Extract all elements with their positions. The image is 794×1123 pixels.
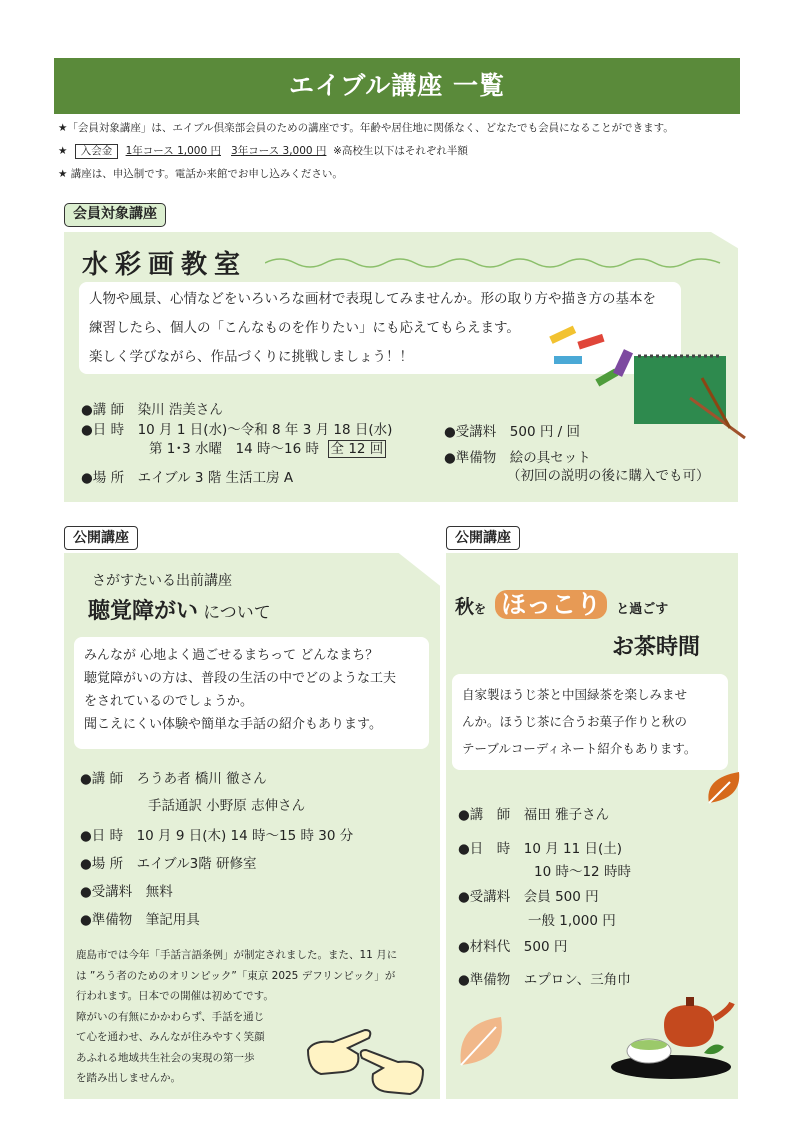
fee-3year: 3年コース 3,000 円 xyxy=(231,145,327,157)
tea-title xyxy=(455,585,668,621)
tea-material-fee: ●材料代 500 円 xyxy=(458,939,568,955)
tea-teacher: ●講 師 福田 雅子さん xyxy=(458,807,610,823)
desc-line: 人物や風景、心情などをいろいろな画材で表現してみませんか。形の取り方や描き方の基本を xyxy=(89,291,656,307)
desc-line: みんなが 心地よく過ごせるまちって どんなまち？ xyxy=(84,648,379,663)
leaf-icon xyxy=(456,1015,511,1070)
desc-line: 自家製ほうじ茶と中国緑茶を楽しみませ xyxy=(462,687,688,702)
watercolor-schedule: 第 1･3 水曜 14 時〜16 時 xyxy=(149,441,319,457)
note-line: を踏み出しませんか。 xyxy=(76,1072,181,1084)
fee-note: ※高校生以下はそれぞれ半額 xyxy=(333,145,468,157)
note-line: あふれる地域共生社会の実現の第一歩 xyxy=(76,1051,255,1064)
note-fees xyxy=(58,143,468,159)
tea-title-hokkori: ほっこり xyxy=(495,590,607,619)
fee-1year: 1年コース 1,000 円 xyxy=(125,145,221,157)
vine-decoration xyxy=(265,253,725,273)
fee-label-box: 入会金 xyxy=(75,144,119,159)
hearing-date: ●日 時 10 月 9 日(木) 14 時〜15 時 30 分 xyxy=(80,828,354,844)
tea-title-spend: と過ごす xyxy=(616,602,669,617)
note-application: ★ 講座は、申込制です。電話か来館でお申し込みください。 xyxy=(58,168,343,180)
public-course-1-tag: 公開講座 xyxy=(64,526,138,550)
page-title-banner: エイブル講座 一覧 xyxy=(54,58,740,114)
hearing-place: ●場 所 エイブル3階 研修室 xyxy=(80,856,257,872)
deliver-course-subtitle: さがすたいる出前講座 xyxy=(92,573,232,589)
hearing-teacher-2: 手話通訳 小野原 志伸さん xyxy=(148,798,306,814)
hearing-title-main: 聴覚障がい xyxy=(88,599,199,624)
tea-fee: ●受講料 会員 500 円 xyxy=(458,889,599,905)
hearing-supplies: ●準備物 筆記用具 xyxy=(80,912,200,928)
hearing-fee: ●受講料 無料 xyxy=(80,884,173,900)
tea-date: ●日 時 10 月 11 日(土) xyxy=(458,841,623,857)
note-line: 鹿島市では今年「手話言語条例」が制定されました。また、11 月に xyxy=(76,949,398,961)
public-course-2-tag: 公開講座 xyxy=(446,526,520,550)
note-line: て心を通わせ、みんなが住みやすく笑顔 xyxy=(76,1031,265,1043)
hearing-title-suffix: について xyxy=(203,603,271,623)
watercolor-date-detail xyxy=(149,437,386,457)
watercolor-fee: ●受講料 500 円 / 回 xyxy=(444,424,580,440)
tea-time: 10 時〜12 時時 xyxy=(534,864,631,880)
teapot-tea-icon xyxy=(604,995,739,1080)
watercolor-session-count: 全 12 回 xyxy=(328,440,387,458)
watercolor-place: ●場 所 エイブル 3 階 生活工房 A xyxy=(81,470,294,486)
desc-line: 楽しく学びながら、作品づくりに挑戦しましょう！！ xyxy=(89,349,413,365)
desc-line: 聞こえにくい体験や簡単な手話の紹介もあります。 xyxy=(84,717,382,732)
tea-description xyxy=(452,674,728,770)
member-course-tag: 会員対象講座 xyxy=(64,203,166,227)
tea-title-particle: を xyxy=(474,602,487,616)
watercolor-supplies: ●準備物 絵の具セット xyxy=(444,450,591,466)
watercolor-supplies-note: （初回の説明の後に購入でも可） xyxy=(507,468,710,484)
tea-title-time: お茶時間 xyxy=(612,635,701,660)
note-member-course: ★「会員対象講座」は、エイブル倶楽部会員のための講座です。年齢や居住地に関係なく、どなたでも会員になることができます。 xyxy=(58,122,674,134)
hearing-teacher: ●講 師 ろうあ者 橋川 徹さん xyxy=(80,771,267,787)
desc-line: 聴覚障がいの方は、普段の生活の中でどのような工夫 xyxy=(84,671,397,686)
watercolor-teacher: ●講 師 染川 浩美さん xyxy=(81,402,223,418)
hearing-title xyxy=(88,594,271,625)
watercolor-title: 水彩画教室 xyxy=(82,250,248,280)
tea-fee-general: 一般 1,000 円 xyxy=(528,913,616,929)
note-line: は ”ろう者のためのオリンピック”「東京 2025 デフリンピック」が xyxy=(76,969,396,982)
watercolor-date: ●日 時 10 月 1 日(水)〜令和 8 年 3 月 18 日(水) xyxy=(81,422,393,438)
desc-line: をされているのでしょうか。 xyxy=(84,694,254,709)
tea-title-autumn: 秋 xyxy=(455,596,475,618)
hearing-description xyxy=(74,637,429,749)
pointing-hands-icon xyxy=(303,1020,428,1095)
note-line: 行われます。日本での開催は初めてです。 xyxy=(76,990,274,1002)
desc-line: んか。ほうじ茶に合うお菓子作りと秋の xyxy=(462,714,688,729)
desc-line: テーブルコーディネート紹介もあります。 xyxy=(462,741,697,756)
note-line: 障がいの有無にかかわらず、手話を通じ xyxy=(76,1010,265,1023)
note-star: ★ xyxy=(58,145,68,157)
tea-supplies: ●準備物 エプロン、三角巾 xyxy=(458,972,631,988)
desc-line: 練習したら、個人の「こんなものを作りたい」にも応えてもらえます。 xyxy=(89,320,520,336)
autumn-leaf-icon xyxy=(704,768,744,808)
